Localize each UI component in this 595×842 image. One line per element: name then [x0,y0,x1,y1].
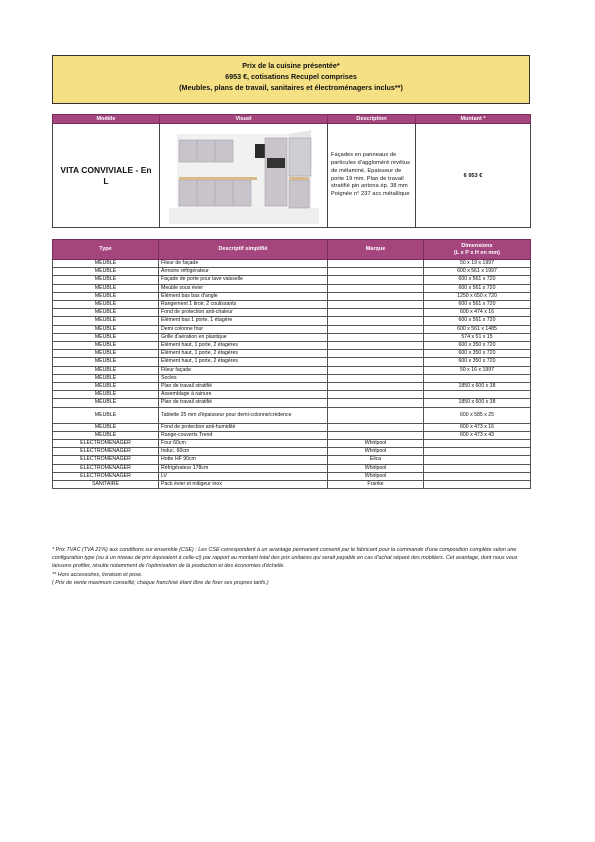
cell-type: MEUBLE [53,333,159,341]
cell-type: MEUBLE [53,292,159,300]
cell-marque [328,407,424,423]
cell-type: MEUBLE [53,309,159,317]
cell-dim: 600 x 474 x 16 [424,309,531,317]
cell-marque [328,284,424,292]
table-row [53,366,531,374]
cell-dim: 600 x 561 x 1485 [424,325,531,333]
cell-type: ELECTROMENAGER [53,464,159,472]
cell-desc: Elément haut, 1 porte, 2 étagères [159,358,328,366]
cell-desc: Pack évier et mitigeur inox [159,481,328,489]
header-descriptif: Descriptif simplifié [159,240,328,260]
detail-table [52,239,531,489]
cell-desc: Demi colonne four [159,325,328,333]
cell-dim [424,481,531,489]
cell-desc: Assemblage à rainure [159,391,328,399]
cell-desc: Elément bas 1 porte, 1 étagère [159,317,328,325]
cell-marque: Whirlpool [328,440,424,448]
model-amount: 6 953 € [416,124,531,228]
cell-type: MEUBLE [53,276,159,284]
table-row [53,472,531,480]
cell-dim: 600 x 350 x 720 [424,358,531,366]
table-row [53,276,531,284]
header-dimensions [424,240,531,260]
cell-desc: Armoire réfrigérateur [159,268,328,276]
table-row [53,456,531,464]
cell-desc: Four 60cm [159,440,328,448]
kitchen-image [169,128,319,224]
cell-desc: LV [159,472,328,480]
cell-marque [328,383,424,391]
cell-marque [328,317,424,325]
cell-dim: 600 x 561 x 720 [424,284,531,292]
cell-desc: Socles [159,374,328,382]
cell-desc: Rangement 1 tiroir, 2 coulissants [159,301,328,309]
cell-dim: 600 x 561 x 720 [424,317,531,325]
table-row [53,317,531,325]
table-row [53,464,531,472]
table-row [53,284,531,292]
cell-marque: Whirlpool [328,464,424,472]
cell-desc: Plan de travail stratifié [159,383,328,391]
cell-desc: Fond de protection anti-humidité [159,423,328,431]
table-row [53,333,531,341]
footnotes [52,546,530,587]
cell-dim: 50 x 19 x 1997 [424,260,531,268]
cell-dim: 1250 x 650 x 720 [424,292,531,300]
cell-marque: Whirlpool [328,448,424,456]
cell-type: MEUBLE [53,431,159,439]
cell-type: MEUBLE [53,399,159,407]
banner-price: 6953 €, cotisations Recupel comprises [225,72,357,81]
cell-marque [328,350,424,358]
footnote-hors: ** Hors accessoires, livraison et pose. [52,571,143,578]
cell-dim [424,391,531,399]
cell-dim [424,374,531,382]
cell-marque [328,399,424,407]
cell-dim: 600 x 561 x 720 [424,301,531,309]
cell-dim: 1850 x 600 x 38 [424,383,531,391]
table-row [53,423,531,431]
banner-inclusions: (Meubles, plans de travail, sanitaires et électroménagers inclus**) [179,83,403,92]
cell-desc: Réfrigérateur 178cm [159,464,328,472]
table-row [53,440,531,448]
cell-type: MEUBLE [53,407,159,423]
table-row [53,342,531,350]
footnote-prix-conseille: ( Prix de vente maximum conseillé; chaque franchisé étant libre de fixer ses propres tarifs.) [52,579,269,586]
cell-type: ELECTROMENAGER [53,440,159,448]
cell-dim [424,440,531,448]
cell-marque [328,333,424,341]
cell-desc: Meuble sous évier [159,284,328,292]
cell-dim: 600 x 473 x 43 [424,431,531,439]
cell-desc: Fileur de façade [159,260,328,268]
cell-dim: 600 x 473 x 16 [424,423,531,431]
cell-type: MEUBLE [53,366,159,374]
kitchen-visual-cell [160,124,328,228]
cell-marque [328,358,424,366]
cell-desc: Induc. 60cm [159,448,328,456]
cell-marque: Whirlpool [328,472,424,480]
cell-dim: 600 x 561 x 720 [424,276,531,284]
header-description: Description [328,115,416,124]
cell-type: MEUBLE [53,383,159,391]
cell-desc: Fileur façade [159,366,328,374]
header-dimensions-unit: (L x P x H en mm) [454,249,500,256]
cell-type: MEUBLE [53,423,159,431]
cell-marque [328,374,424,382]
cell-desc: Façade de porte pour lave vaisselle [159,276,328,284]
table-row [53,481,531,489]
cell-dim: 1850 x 600 x 38 [424,399,531,407]
cell-marque [328,268,424,276]
table-row [53,383,531,391]
cell-desc: Fond de protection anti-chaleur [159,309,328,317]
cell-type: MEUBLE [53,325,159,333]
cell-desc: Tablette 25 mm d'épaisseur pour demi-colonne/crédence [159,407,328,423]
cell-type: ELECTROMENAGER [53,472,159,480]
table-row [53,399,531,407]
header-visuel: Visuel [160,115,328,124]
banner-title: Prix de la cuisine présentée* [242,61,340,70]
table-row [53,301,531,309]
table-row [53,292,531,300]
cell-type: ELECTROMENAGER [53,456,159,464]
header-marque: Marque [328,240,424,260]
cell-marque [328,366,424,374]
table-row [53,358,531,366]
table-row [53,431,531,439]
cell-type: MEUBLE [53,260,159,268]
cell-dim [424,456,531,464]
cell-type: MEUBLE [53,317,159,325]
header-montant: Montant * [416,115,531,124]
cell-type: MEUBLE [53,350,159,358]
header-dimensions-label: Dimensions [461,242,493,249]
cell-marque: Elica [328,456,424,464]
cell-dim [424,472,531,480]
cell-dim: 50 x 16 x 1997 [424,366,531,374]
cell-desc: Plan de travail stratifié [159,399,328,407]
cell-type: MEUBLE [53,342,159,350]
cell-dim [424,448,531,456]
cell-type: MEUBLE [53,391,159,399]
cell-desc: Hotte HF 90cm [159,456,328,464]
cell-marque: Franke [328,481,424,489]
cell-type: SANITAIRE [53,481,159,489]
model-table [52,114,531,228]
cell-desc: Elément haut, 1 porte, 2 étagères [159,342,328,350]
cell-dim [424,464,531,472]
cell-dim: 600 x 561 x 1997 [424,268,531,276]
header-modele: Modèle [53,115,160,124]
cell-desc: Grille d'aération en plastique [159,333,328,341]
cell-type: MEUBLE [53,374,159,382]
cell-marque [328,276,424,284]
cell-desc: Elément haut, 1 porte, 2 étagères [159,350,328,358]
table-row [53,407,531,423]
table-row [53,448,531,456]
table-row [53,374,531,382]
price-banner [52,55,530,104]
cell-type: MEUBLE [53,268,159,276]
cell-marque [328,342,424,350]
model-name: VITA CONVIVIALE - En L [53,124,160,228]
cell-marque [328,391,424,399]
model-description: Façades en panneaux de particules d'aggloméré revêtus de mélaminé, Epaisseur de porte 19 mm. Plan de travail stratifié pin aritona ép. 38 mm Poignée n° 237 acc métallique [328,124,416,228]
cell-dim: 600 x 585 x 25 [424,407,531,423]
cell-desc: Range-couverts Trend [159,431,328,439]
cell-dim: 600 x 350 x 720 [424,342,531,350]
table-row [53,325,531,333]
cell-type: MEUBLE [53,284,159,292]
cell-marque [328,301,424,309]
cell-marque [328,260,424,268]
cell-marque [328,309,424,317]
cell-marque [328,292,424,300]
table-row [53,350,531,358]
cell-marque [328,325,424,333]
cell-desc: Elément bas bas d'angle [159,292,328,300]
cell-dim: 574 x 51 x 15 [424,333,531,341]
table-row [53,260,531,268]
footnote-prix: * Prix TVAC (TVA 21%) aux conditions sur ensemble (CSE) : Les CSE correspondent à un avantage permanent consenti par le fabricant pour la commande d'une composition complète selon une configuration type (ou à un niveau de prix équivalent à celle-ci) par rapport au montant total des prix unitaires qui serait payable en cas d'achat séparé des mobiliers. Cet avantage, dont nous vous laissons profiter, résulte notamment de l'optimisation de la production et des économies d'échelle. [52,547,518,570]
cell-type: ELECTROMENAGER [53,448,159,456]
cell-type: MEUBLE [53,301,159,309]
header-type: Type [53,240,159,260]
cell-marque [328,431,424,439]
table-row [53,268,531,276]
cell-marque [328,423,424,431]
cell-dim: 600 x 350 x 720 [424,350,531,358]
table-row [53,391,531,399]
cell-type: MEUBLE [53,358,159,366]
detail-table-body [53,260,531,489]
table-row [53,309,531,317]
